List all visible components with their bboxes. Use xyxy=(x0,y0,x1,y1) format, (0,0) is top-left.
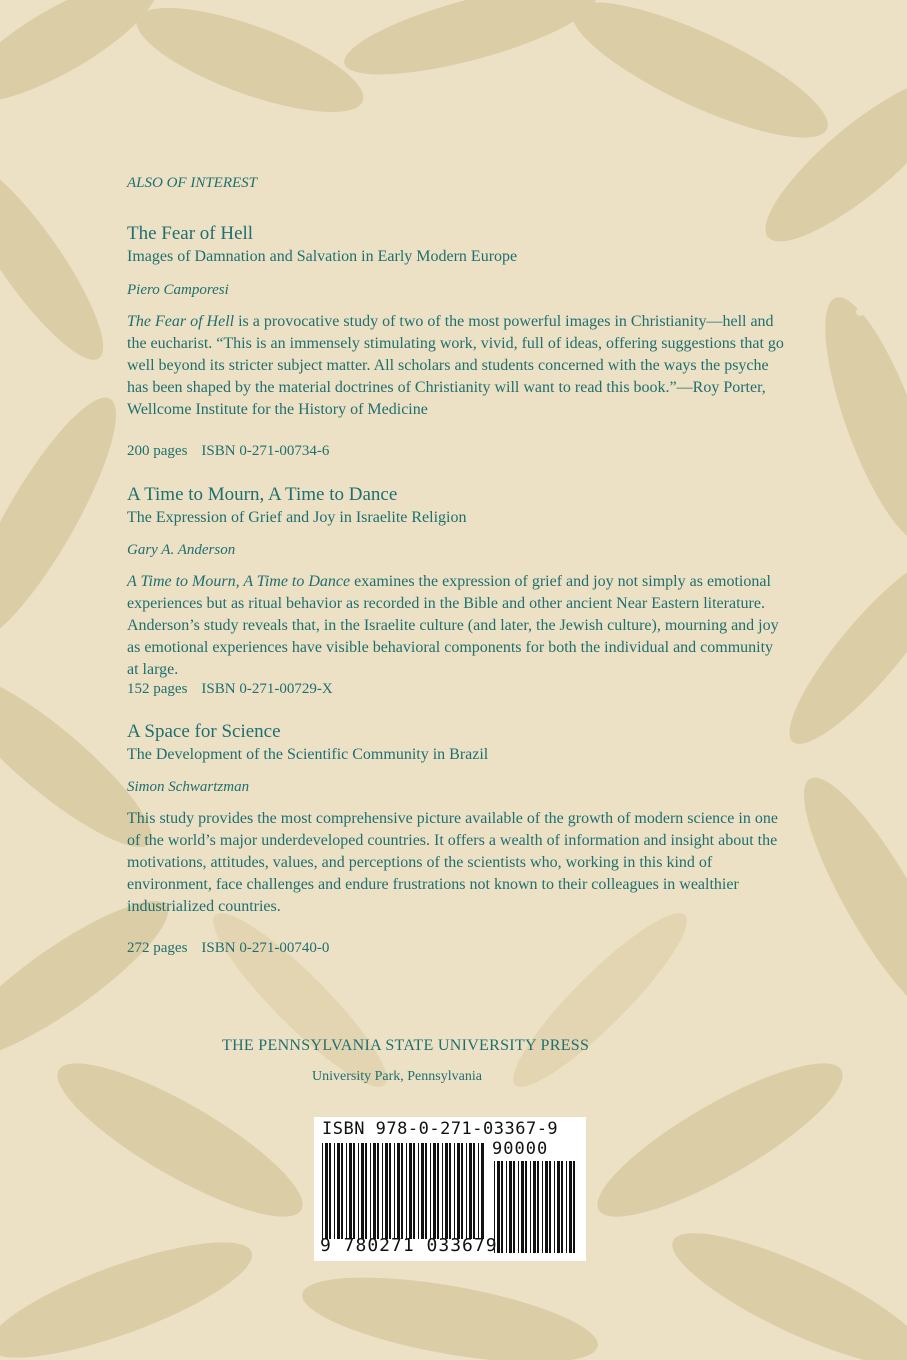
book-pages: 272 pages xyxy=(127,940,188,956)
barcode-bar xyxy=(513,1161,515,1253)
barcode-bar xyxy=(542,1161,543,1253)
barcode-bar xyxy=(413,1143,415,1239)
barcode-bar xyxy=(370,1143,371,1239)
book-title: A Space for Science xyxy=(127,721,281,742)
barcode-bar xyxy=(322,1143,323,1239)
barcode-bar xyxy=(437,1143,439,1239)
barcode-bar xyxy=(353,1143,355,1239)
barcode-bar xyxy=(509,1161,512,1253)
barcode-bar xyxy=(325,1143,328,1239)
barcode-addon-bars xyxy=(494,1161,578,1253)
book-isbn: ISBN 0-271-00740-0 xyxy=(201,940,330,956)
barcode-bar xyxy=(401,1143,403,1239)
barcode-bar xyxy=(433,1143,436,1239)
book-isbn: ISBN 0-271-00729-X xyxy=(201,681,333,697)
book-author: Simon Schwartzman xyxy=(127,779,250,795)
barcode-bar xyxy=(425,1143,427,1239)
barcode-bar xyxy=(385,1143,388,1239)
barcode-bar xyxy=(533,1161,536,1253)
book-title: The Fear of Hell xyxy=(127,223,254,244)
barcode-bar xyxy=(481,1143,484,1239)
barcode-bar xyxy=(341,1143,343,1239)
book-title: A Time to Mourn, A Time to Dance xyxy=(127,484,398,505)
book-author: Gary A. Anderson xyxy=(127,542,236,558)
barcode-bars xyxy=(322,1143,486,1239)
barcode-bar xyxy=(377,1143,379,1239)
barcode-bar xyxy=(454,1143,455,1239)
barcode-bar xyxy=(430,1143,431,1239)
publisher-location: University Park, Pennsylvania xyxy=(312,1069,482,1084)
book-meta xyxy=(127,681,333,698)
barcode-bar xyxy=(518,1161,519,1253)
barcode-price-code: 90000 xyxy=(492,1139,549,1159)
barcode-bar xyxy=(466,1143,467,1239)
book-description-text: is a provocative study of two of the most powerful images in Christianity—hell and the eucharist. “This is an immensely stimulating work, vivid, full of ideas, offering suggestions that go well beyond its stricter subject matter. All scholars and students concerned with the ways the psyche has been shaped by the material doctrines of Christianity will want to read this book.”—Roy Porter, Wellcome Institute for the History of Medicine xyxy=(127,313,784,418)
also-of-interest-heading: ALSO OF INTEREST xyxy=(127,175,258,191)
book-description-text: This study provides the most comprehensive picture available of the growth of modern science in one of the world’s major underdeveloped countries. It offers a wealth of information and insight about the motivations, attitudes, values, and perceptions of the scientists who, working in this kind of environment, face challenges and endure frustrations not known to their colleagues in wealthier industrialized countries. xyxy=(127,810,778,915)
book-description-title: The Fear of Hell xyxy=(127,313,235,330)
barcode-bar xyxy=(569,1161,572,1253)
barcode-bar xyxy=(389,1143,391,1239)
barcode-bar xyxy=(545,1161,548,1253)
book-pages: 200 pages xyxy=(127,443,188,459)
book-isbn: ISBN 0-271-00734-6 xyxy=(201,443,330,459)
barcode-bar xyxy=(334,1143,335,1239)
barcode-bar xyxy=(421,1143,424,1239)
book-subtitle: Images of Damnation and Salvation in Early Modern Europe xyxy=(127,248,518,265)
book-meta xyxy=(127,443,329,460)
barcode-bar xyxy=(358,1143,359,1239)
book-description-text: examines the expression of grief and joy not simply as emotional experiences but as ritual behavior as recorded in the Bible and other ancient Near Eastern literature. Anderson’s study reveals that, in the Israelite culture (and later, the Jewish culture), mourning and joy as emotional experiences have visible behavioral components for both the individual and community at large. xyxy=(127,573,779,678)
barcode-bar xyxy=(561,1161,563,1253)
barcode-bar xyxy=(406,1143,407,1239)
barcode-bar xyxy=(365,1143,367,1239)
barcode-bar xyxy=(573,1161,575,1253)
barcode-bar xyxy=(382,1143,383,1239)
barcode-bar xyxy=(478,1143,479,1239)
barcode-bar xyxy=(530,1161,531,1253)
barcode-bar xyxy=(449,1143,451,1239)
book-description xyxy=(127,571,787,681)
barcode-bar xyxy=(469,1143,472,1239)
book-description xyxy=(127,808,787,918)
barcode-digits: 9 780271 033679 xyxy=(320,1235,498,1256)
barcode-bar xyxy=(409,1143,412,1239)
barcode-bar xyxy=(397,1143,400,1239)
barcode-bar xyxy=(346,1143,347,1239)
book-meta xyxy=(127,940,329,957)
barcode-bar xyxy=(349,1143,352,1239)
barcode-bar xyxy=(501,1161,503,1253)
book-subtitle: The Development of the Scientific Community in Brazil xyxy=(127,746,489,763)
barcode-bar xyxy=(337,1143,340,1239)
barcode-bar xyxy=(554,1161,555,1253)
barcode-bar xyxy=(457,1143,460,1239)
barcode-bar xyxy=(445,1143,448,1239)
barcode-bar xyxy=(525,1161,527,1253)
barcode-bar xyxy=(557,1161,560,1253)
barcode-bar xyxy=(473,1143,475,1239)
isbn-barcode xyxy=(314,1117,586,1261)
barcode-bar xyxy=(566,1161,567,1253)
publisher-name: THE PENNSYLVANIA STATE UNIVERSITY PRESS xyxy=(222,1037,590,1054)
book-subtitle: The Expression of Grief and Joy in Israelite Religion xyxy=(127,509,467,526)
barcode-bar xyxy=(442,1143,443,1239)
barcode-bar xyxy=(329,1143,331,1239)
barcode-bar xyxy=(418,1143,419,1239)
barcode-bar xyxy=(549,1161,551,1253)
barcode-bar xyxy=(373,1143,376,1239)
book-author: Piero Camporesi xyxy=(127,282,229,298)
book-description-title: A Time to Mourn, A Time to Dance xyxy=(127,573,351,590)
barcode-bar xyxy=(537,1161,539,1253)
barcode-bar xyxy=(506,1161,507,1253)
book-description xyxy=(127,311,787,421)
barcode-isbn-text: ISBN 978-0-271-03367-9 xyxy=(322,1119,559,1139)
book-pages: 152 pages xyxy=(127,681,188,697)
barcode-bar xyxy=(361,1143,364,1239)
barcode-bar xyxy=(521,1161,524,1253)
barcode-bar xyxy=(461,1143,463,1239)
barcode-bar xyxy=(394,1143,395,1239)
